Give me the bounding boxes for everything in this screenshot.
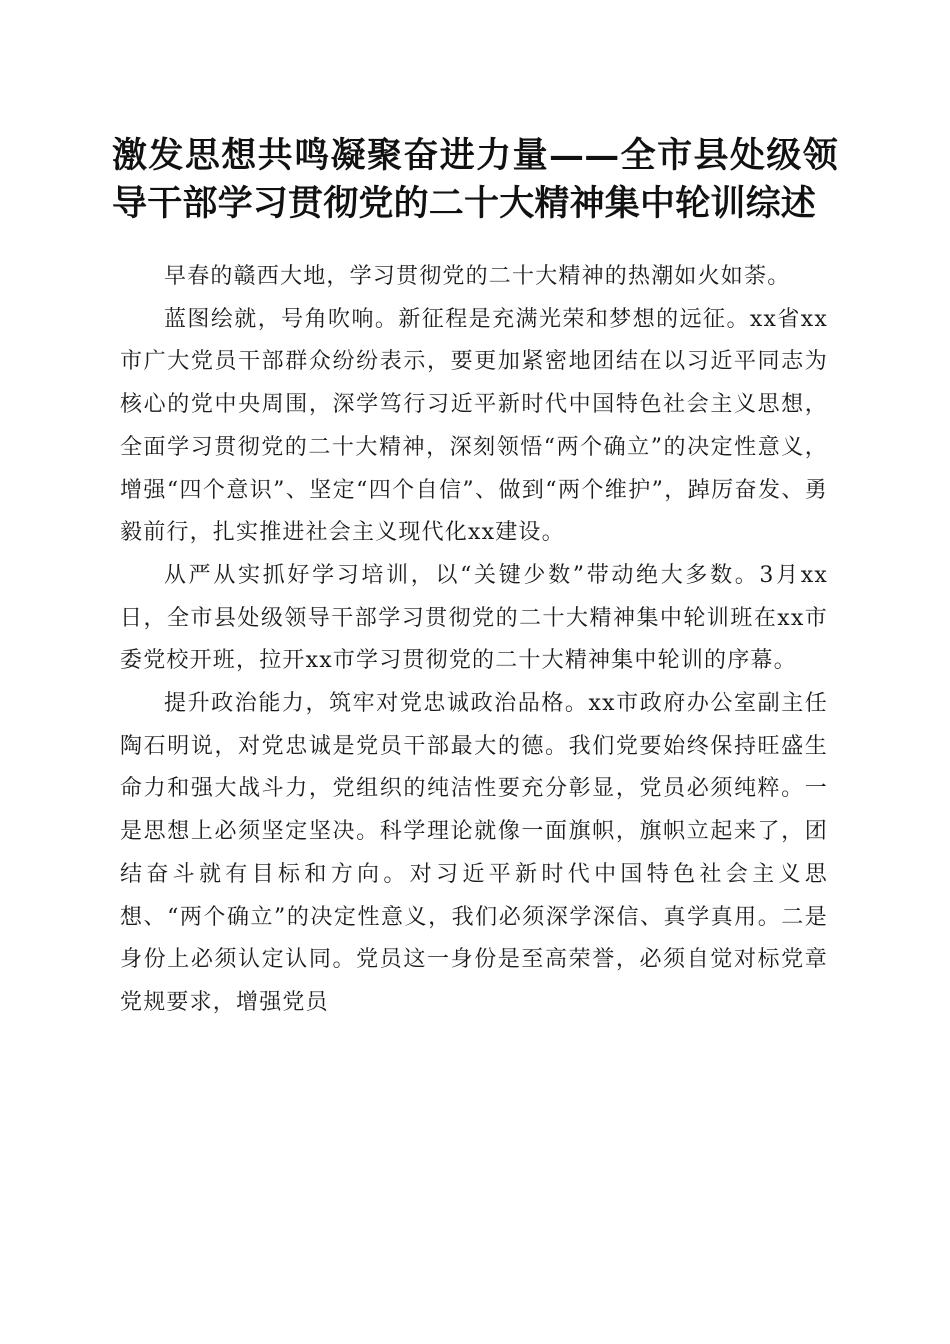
paragraph-3: 从严从实抓好学习培训，以“关键少数”带动绝大多数。3月xx日，全市县处级领导干部学习贯彻党的二十大精神集中轮训班在xx市委党校开班，拉开xx市学习贯彻党的二十大精神集中轮训的序幕。 xyxy=(120,562,828,674)
document-body xyxy=(120,256,828,1025)
document-title: 激发思想共鸣凝聚奋进力量——全市县处级领导干部学习贯彻党的二十大精神集中轮训综述 xyxy=(112,135,838,224)
paragraph-2: 蓝图绘就，号角吹响。新征程是充满光荣和梦想的远征。xx省xx市广大党员干部群众纷纷表示，要更加紧密地团结在以习近平同志为核心的党中央周围，深学笃行习近平新时代中国特色社会主义思想，全面学习贯彻党的二十大精神，深刻领悟“两个确立”的决定性意义，增强“四个意识”、坚定“四个自信”、做到“两个维护”，踔厉奋发、勇毅前行，扎实推进社会主义现代化xx建设。 xyxy=(120,306,828,546)
paragraph-1: 早春的赣西大地，学习贯彻党的二十大精神的热潮如火如荼。 xyxy=(164,264,791,289)
paragraph-4: 提升政治能力，筑牢对党忠诚政治品格。xx市政府办公室副主任陶石明说，对党忠诚是党员干部最大的德。我们党要始终保持旺盛生命力和强大战斗力，党组织的纯洁性要充分彰显，党员必须纯粹。一是思想上必须坚定坚决。科学理论就像一面旗帜，旗帜立起来了，团结奋斗就有目标和方向。对习近平新时代中国特色社会主义思想、“两个确立”的决定性意义，我们必须深学深信、真学真用。二是身份上必须认定认同。党员这一身份是至高荣誉，必须自觉对标党章党规要求，增强党员 xyxy=(120,691,828,1015)
